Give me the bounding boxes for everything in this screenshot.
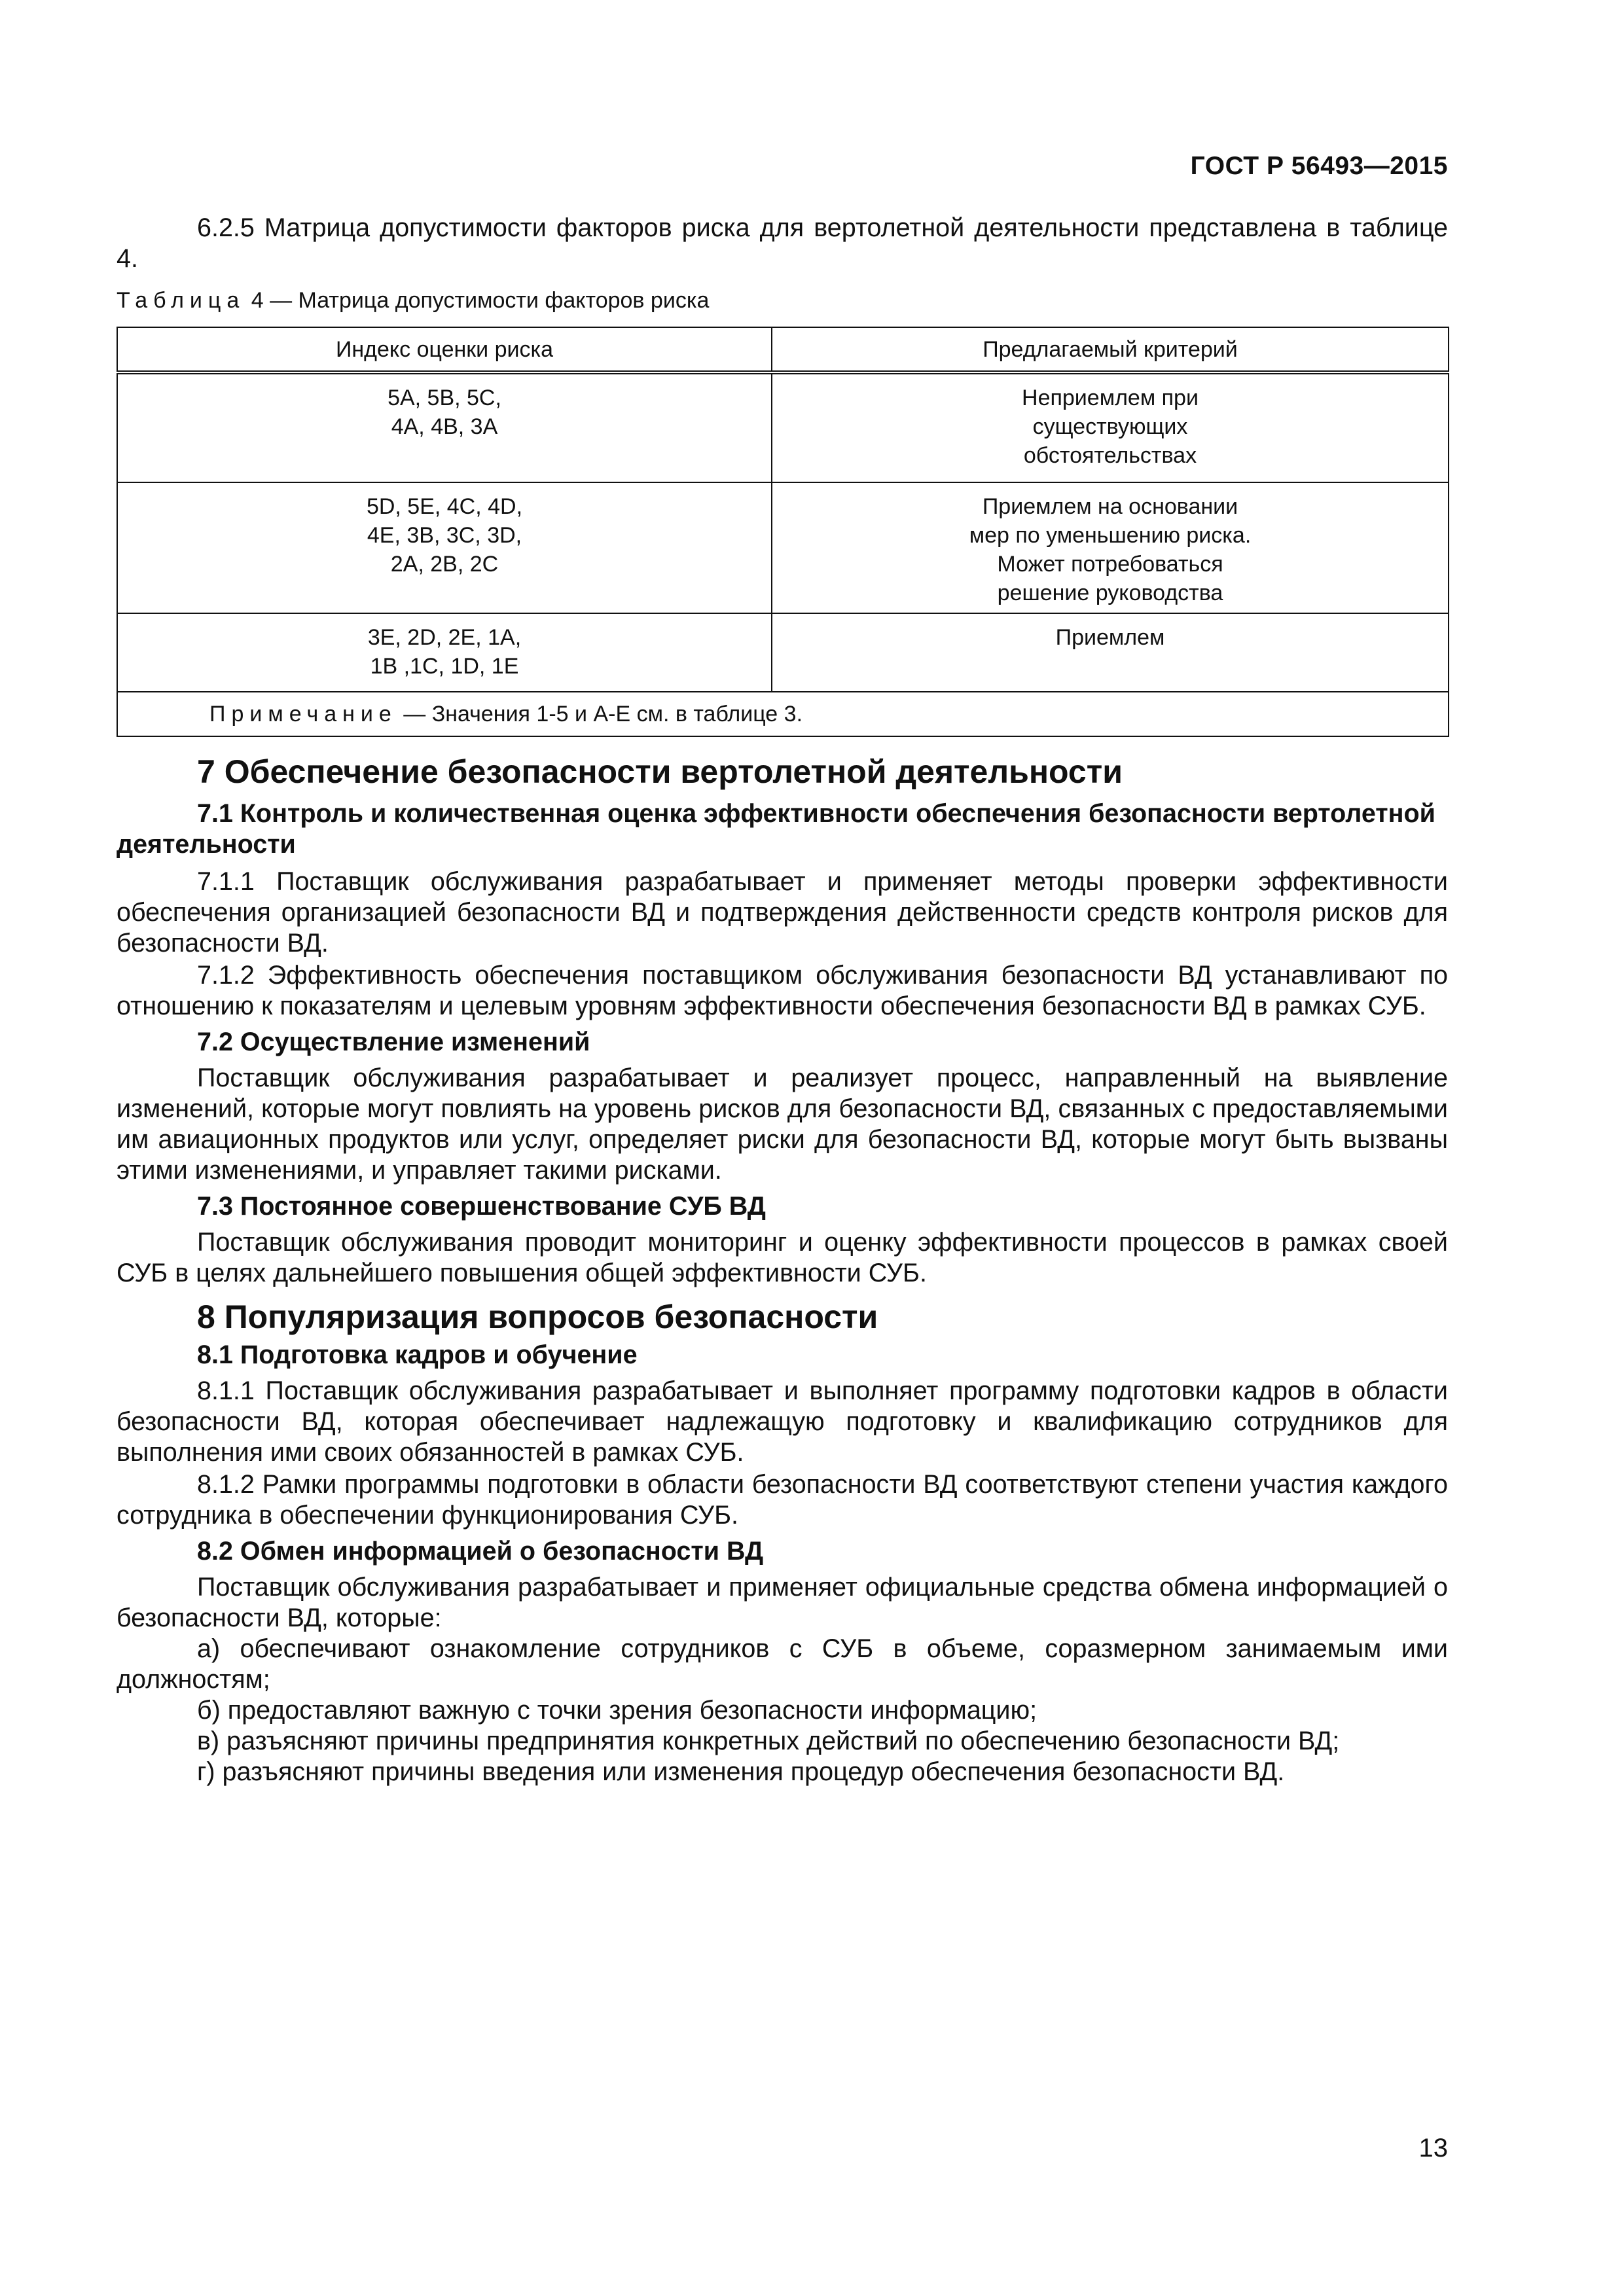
cell-line: 2A, 2B, 2C xyxy=(390,552,499,577)
table-caption-rest: 4 — Матрица допустимости факторов риска xyxy=(245,288,710,313)
table-caption-word: Таблица xyxy=(117,288,245,313)
page-body xyxy=(117,213,1448,1787)
note-word: Примечание xyxy=(209,702,397,726)
table-header-row xyxy=(117,327,1449,372)
risk-index-cell xyxy=(117,372,772,482)
risk-index-cell xyxy=(117,482,772,613)
column-header-index: Индекс оценки риска xyxy=(117,327,772,372)
paragraph-7-3: Поставщик обслуживания проводит мониторинг и оценку эффективности процессов в рамках своей СУБ в целях дальнейшего повышения общей эффективности СУБ. xyxy=(117,1228,1448,1287)
list-item: б) предоставляют важную с точки зрения безопасности информацию; xyxy=(197,1696,1038,1725)
cell-line: 4A, 4B, 3A xyxy=(391,414,498,439)
section-8-title: 8 Популяризация вопросов безопасности xyxy=(197,1299,878,1335)
subsection-8-1-title: 8.1 Подготовка кадров и обучение xyxy=(197,1340,638,1369)
list-item: г) разъясняют причины введения или изменения процедур обеспечения безопасности ВД. xyxy=(197,1757,1285,1786)
list-item: а) обеспечивают ознакомление сотрудников с СУБ в объеме, соразмерном занимаемым ими должностям; xyxy=(117,1634,1448,1694)
paragraph-8-2: Поставщик обслуживания разрабатывает и применяет официальные средства обмена информацией о безопасности ВД, которые: xyxy=(117,1573,1448,1632)
table-note xyxy=(117,692,1449,736)
cell-line: существующих xyxy=(1032,414,1188,439)
cell-line: Приемлем на основании xyxy=(982,494,1238,519)
cell-line: Неприемлем при xyxy=(1022,386,1199,410)
paragraph-7-1-2: 7.1.2 Эффективность обеспечения поставщиком обслуживания безопасности ВД устанавливают по отношению к показателям и целевым уровням эффективности обеспечения безопасности ВД в рамках СУБ. xyxy=(117,961,1448,1020)
page-number: 13 xyxy=(1418,2134,1448,2162)
risk-matrix-table xyxy=(117,327,1449,737)
subsection-7-1-title: 7.1 Контроль и количественная оценка эффективности обеспечения безопасности вертолетной деятельности xyxy=(117,799,1435,859)
list-item: в) разъясняют причины предпринятия конкретных действий по обеспечению безопасности ВД; xyxy=(197,1727,1340,1755)
paragraph-8-1-2: 8.1.2 Рамки программы подготовки в области безопасности ВД соответствуют степени участия каждого сотрудника в обеспечении функционирования СУБ. xyxy=(117,1470,1448,1530)
note-text: — Значения 1-5 и A-E см. в таблице 3. xyxy=(397,702,803,726)
document-id-header: ГОСТ Р 56493—2015 xyxy=(1190,152,1448,180)
cell-line: 4E, 3B, 3C, 3D, xyxy=(367,523,522,548)
table-caption xyxy=(117,286,1448,315)
paragraph-8-1-1: 8.1.1 Поставщик обслуживания разрабатывает и выполняет программу подготовки кадров в области безопасности ВД, которая обеспечивает надлежащую подготовку и квалификацию сотрудников для выполнения ими своих обязанностей в рамках СУБ. xyxy=(117,1376,1448,1467)
intro-paragraph: 6.2.5 Матрица допустимости факторов риска для вертолетной деятельности представлена в таблице 4. xyxy=(117,213,1448,273)
table-row xyxy=(117,613,1449,692)
risk-index-cell xyxy=(117,613,772,692)
cell-line: мер по уменьшению риска. xyxy=(969,523,1252,548)
subsection-8-2-title: 8.2 Обмен информацией о безопасности ВД xyxy=(197,1537,764,1566)
cell-line: Может потребоваться xyxy=(997,552,1223,577)
section-7-title: 7 Обеспечение безопасности вертолетной деятельности xyxy=(197,753,1123,790)
cell-line: 1B ,1C, 1D, 1E xyxy=(370,654,519,679)
cell-line: 5D, 5E, 4C, 4D, xyxy=(366,494,523,519)
paragraph-7-1-1: 7.1.1 Поставщик обслуживания разрабатывает и применяет методы проверки эффективности обеспечения организацией безопасности ВД и подтверждения действенности средств контроля рисков для безопасности ВД. xyxy=(117,867,1448,958)
subsection-7-3-title: 7.3 Постоянное совершенствование СУБ ВД xyxy=(197,1192,766,1221)
cell-line: Приемлем xyxy=(1055,625,1165,650)
cell-line: решение руководства xyxy=(997,581,1223,605)
criterion-cell xyxy=(772,613,1449,692)
cell-line: 3E, 2D, 2E, 1A, xyxy=(367,625,522,650)
paragraph-7-2: Поставщик обслуживания разрабатывает и реализует процесс, направленный на выявление изменений, которые могут повлиять на уровень рисков для безопасности ВД, связанных с предоставляемыми им авиационных продуктов или услуг, определяет риски для безопасности ВД, которые могут быть вызваны этими изменениями, и управляет такими рисками. xyxy=(117,1064,1448,1185)
cell-line: обстоятельствах xyxy=(1023,443,1197,468)
column-header-criterion: Предлагаемый критерий xyxy=(772,327,1449,372)
table-note-row xyxy=(117,692,1449,736)
cell-line: 5A, 5B, 5C, xyxy=(388,386,501,410)
subsection-7-2-title: 7.2 Осуществление изменений xyxy=(197,1028,590,1056)
table-row xyxy=(117,482,1449,613)
table-row xyxy=(117,372,1449,482)
criterion-cell xyxy=(772,482,1449,613)
criterion-cell xyxy=(772,372,1449,482)
